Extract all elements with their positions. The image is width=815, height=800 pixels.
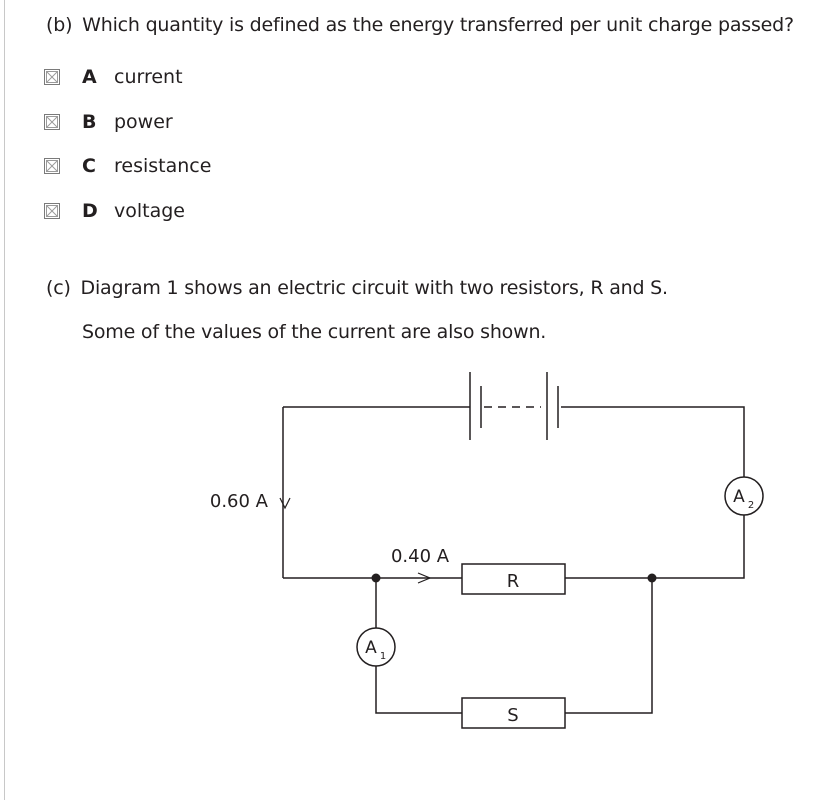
current-branch-label: 0.40 A — [390, 546, 450, 567]
question-c-line2: Some of the values of the current are also shown. — [82, 321, 547, 343]
current-total-label: 0.60 A — [209, 491, 268, 512]
question-c-line1: Diagram 1 shows an electric circuit with two resistors, R and S. — [80, 277, 668, 299]
ammeter-a2-subscript: 2 — [747, 500, 755, 511]
option-a-letter: A — [82, 66, 97, 88]
ammeter-a2-letter: A — [733, 487, 745, 507]
s-return-wire — [565, 578, 652, 713]
option-c-letter: C — [82, 155, 96, 177]
option-a-text: current — [114, 66, 183, 88]
current-arrow-left — [280, 498, 290, 508]
option-d-text: voltage — [114, 200, 185, 222]
ammeter-a1-letter: A — [365, 638, 377, 658]
option-b-letter: B — [82, 111, 97, 133]
right-wire — [565, 514, 744, 578]
junction-dot-left — [372, 574, 381, 583]
question-c-prefix: (c) — [46, 277, 71, 299]
option-b-text: power — [114, 111, 173, 133]
question-b-text: Which quantity is defined as the energy transferred per unit charge passed? — [82, 14, 794, 36]
resistor-s-label: S — [507, 705, 519, 726]
option-c-text: resistance — [114, 155, 212, 177]
question-b-prefix: (b) — [46, 14, 73, 36]
junction-dot-right — [648, 574, 657, 583]
resistor-r-label: R — [506, 571, 520, 592]
top-wire-right — [561, 407, 744, 486]
option-d-letter: D — [82, 200, 98, 222]
a1-lower-wire — [376, 666, 462, 713]
ammeter-a1-subscript: 1 — [379, 651, 387, 662]
